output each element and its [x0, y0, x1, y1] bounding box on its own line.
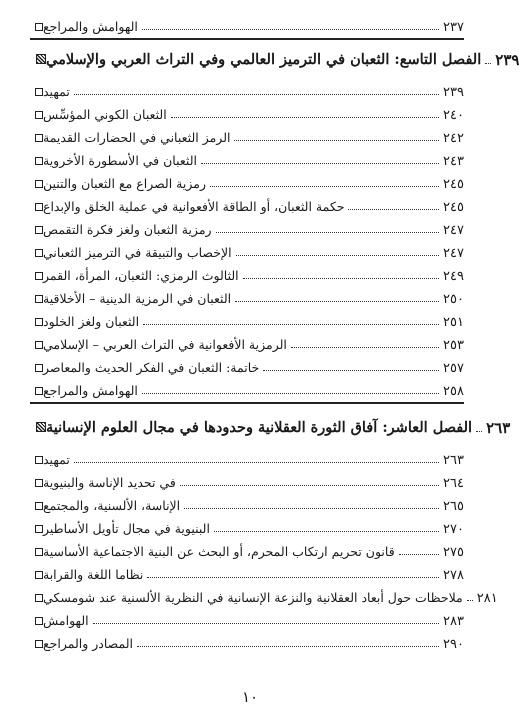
square-bullet-icon [35, 134, 43, 142]
entry-page: ٢٧٨ [443, 568, 464, 583]
entry-page: ٢٤٧ [443, 246, 464, 261]
square-bullet-icon [35, 525, 43, 533]
entry-page: ٢٦٣ [443, 453, 464, 468]
dot-leader [210, 186, 439, 187]
entry-title: الهوامش [43, 613, 89, 629]
entry-title: رمزية الصراع مع الثعبان والتنين [43, 176, 206, 192]
dot-leader [171, 117, 439, 118]
chapter-heading [30, 43, 519, 71]
entry-page: ٢٤٠ [443, 108, 464, 123]
entry-title: المصادر والمراجع [43, 636, 134, 652]
entry-page: ٢٥٨ [443, 384, 464, 399]
entry-page: ٢٣٩ [443, 85, 464, 100]
square-bullet-icon [35, 203, 43, 211]
entry-title: نظاما اللغة والقرابة [43, 567, 144, 583]
entry-title: الثعبان في الرمزية الدينية – الأخلاقية [43, 291, 232, 307]
entry-page: ٢٤٣ [443, 154, 464, 169]
dot-leader [143, 324, 439, 325]
chapter-heading [30, 411, 511, 439]
toc-entry [30, 194, 464, 217]
square-bullet-icon [35, 617, 43, 625]
square-bullet-icon [35, 364, 43, 372]
dot-leader [263, 370, 439, 371]
entry-title: الإناسة، الألسنية، والمجتمع [43, 498, 181, 514]
entry-page: ٢٤٩ [443, 269, 464, 284]
entry-page: ٢٤٢ [443, 131, 464, 146]
dot-leader [348, 209, 439, 210]
dot-leader [93, 623, 439, 624]
entry-title: تمهيد [43, 84, 70, 100]
chapter-page: ٢٦٣ [486, 419, 511, 437]
entry-page: ٢٨١ [476, 591, 498, 606]
entry-page: ٢٥٠ [443, 292, 464, 307]
square-bullet-icon [35, 226, 43, 234]
square-bullet-icon [35, 502, 43, 510]
square-bullet-icon [35, 479, 43, 487]
entry-title: تمهيد [43, 452, 70, 468]
dot-leader [147, 577, 439, 578]
dot-leader [467, 600, 473, 601]
square-bullet-icon [35, 640, 43, 648]
table-of-contents [30, 14, 519, 654]
chapter-title: الفصل العاشر: آفاق الثورة العقلانية وحدودها في مجال العلوم الإنسانية [46, 418, 473, 436]
dot-leader [243, 278, 439, 279]
dot-leader [291, 347, 439, 348]
toc-entry [30, 148, 464, 171]
entry-page: ٢٥٣ [443, 338, 464, 353]
square-bullet-icon [35, 548, 43, 556]
chapter-title: الفصل التاسع: الثعبان في الترميز العالمي وفي التراث العربي والإسلامي [46, 50, 482, 68]
entry-page: ٢٥٧ [443, 361, 464, 376]
toc-entry [30, 171, 464, 194]
toc-entry [30, 470, 464, 493]
square-bullet-icon [35, 594, 43, 602]
dot-leader [216, 232, 439, 233]
toc-entry [30, 378, 464, 401]
toc-entry [30, 493, 464, 516]
square-bullet-icon [35, 249, 43, 257]
square-bullet-icon [35, 272, 43, 280]
entry-page: ٢٤٥ [443, 177, 464, 192]
entry-title: الثعبان الكوني المؤسِّس [43, 107, 167, 123]
entry-title: الهوامش والمراجع [43, 383, 138, 399]
entry-title: الثعبان ولغز الخلود [43, 314, 140, 330]
toc-entry [30, 447, 464, 470]
dot-leader [234, 140, 439, 141]
toc-entry [30, 79, 464, 102]
entry-title: ملاحظات حول أبعاد العقلانية والنزعة الإنسانية في النظرية الألسنية عند شومسكي [43, 590, 463, 606]
entry-page: ٢٤٧ [443, 223, 464, 238]
entry-page: ٢٧٥ [443, 545, 464, 560]
chapter-page: ٢٣٩ [495, 51, 519, 69]
divider [30, 402, 464, 404]
toc-entry [30, 14, 464, 37]
entry-page: ٢٧٠ [443, 522, 464, 537]
dot-leader [235, 301, 439, 302]
toc-entry [30, 631, 464, 654]
entry-page: ٢٦٤ [443, 476, 464, 491]
toc-entry [30, 562, 464, 585]
toc-entry [30, 286, 464, 309]
square-bullet-icon [35, 571, 43, 579]
dot-leader [142, 393, 439, 394]
toc-entry [30, 585, 498, 608]
entry-title: الإخصاب والتبيقة في الترميز الثعباني [43, 245, 232, 261]
dot-leader [184, 508, 439, 509]
hatched-square-icon [36, 54, 46, 64]
square-bullet-icon [35, 157, 43, 165]
entry-page: ٢٥١ [443, 315, 464, 330]
toc-entry [30, 240, 464, 263]
entry-title: البنيوية في مجال تأويل الأساطير [43, 521, 210, 537]
entry-title: الثعبان في الأسطورة الأخروية [43, 153, 197, 169]
entry-page: ٢٩٠ [443, 637, 464, 652]
entry-page: ٢٦٥ [443, 499, 464, 514]
dot-leader [74, 462, 439, 463]
entry-title: خاتمة: الثعبان في الفكر الحديث والمعاصر [43, 360, 260, 376]
square-bullet-icon [35, 318, 43, 326]
toc-entry [30, 125, 464, 148]
toc-entry [30, 539, 464, 562]
square-bullet-icon [35, 180, 43, 188]
square-bullet-icon [35, 23, 43, 31]
dot-leader [485, 63, 491, 64]
dot-leader [137, 646, 439, 647]
dot-leader [476, 431, 482, 432]
entry-title: في تحديد الإناسة والبنيوية [43, 475, 176, 491]
square-bullet-icon [35, 295, 43, 303]
toc-entry [30, 263, 464, 286]
square-bullet-icon [35, 88, 43, 96]
dot-leader [399, 554, 439, 555]
entry-page: ٢٤٥ [443, 200, 464, 215]
toc-entry [30, 332, 464, 355]
entry-title: الهوامش والمراجع [43, 19, 138, 35]
square-bullet-icon [35, 387, 43, 395]
toc-entry [30, 217, 464, 240]
dot-leader [180, 485, 439, 486]
dot-leader [201, 163, 439, 164]
toc-entry [30, 355, 464, 378]
entry-title: الثالوث الرمزي: الثعبان، المرأة، القمر [43, 268, 239, 284]
dot-leader [214, 531, 439, 532]
toc-entry [30, 309, 464, 332]
square-bullet-icon [35, 456, 43, 464]
page-number: ١٠ [241, 688, 259, 706]
entry-title: رمزية الثعبان ولغز فكرة التقمص [43, 222, 212, 238]
dot-leader [74, 94, 439, 95]
square-bullet-icon [35, 341, 43, 349]
entry-title: الرمزية الأفعوانية في التراث العربي – الإسلامي [43, 337, 287, 353]
toc-entry [30, 516, 464, 539]
divider [30, 38, 464, 40]
entry-title: حكمة الثعبان، أو الطاقة الأفعوانية في عملية الخلق والإبداع [43, 199, 345, 215]
toc-entry [30, 102, 464, 125]
entry-page: ٢٣٧ [443, 20, 464, 35]
entry-title: الرمز الثعباني في الحضارات القديمة [43, 130, 231, 146]
entry-title: قانون تحريم ارتكاب المحرم، أو البحث عن البنية الاجتماعية الأساسية [43, 544, 395, 560]
dot-leader [142, 29, 439, 30]
hatched-square-icon [36, 422, 46, 432]
dot-leader [236, 255, 439, 256]
entry-page: ٢٨٣ [443, 614, 464, 629]
toc-entry [30, 608, 464, 631]
square-bullet-icon [35, 111, 43, 119]
